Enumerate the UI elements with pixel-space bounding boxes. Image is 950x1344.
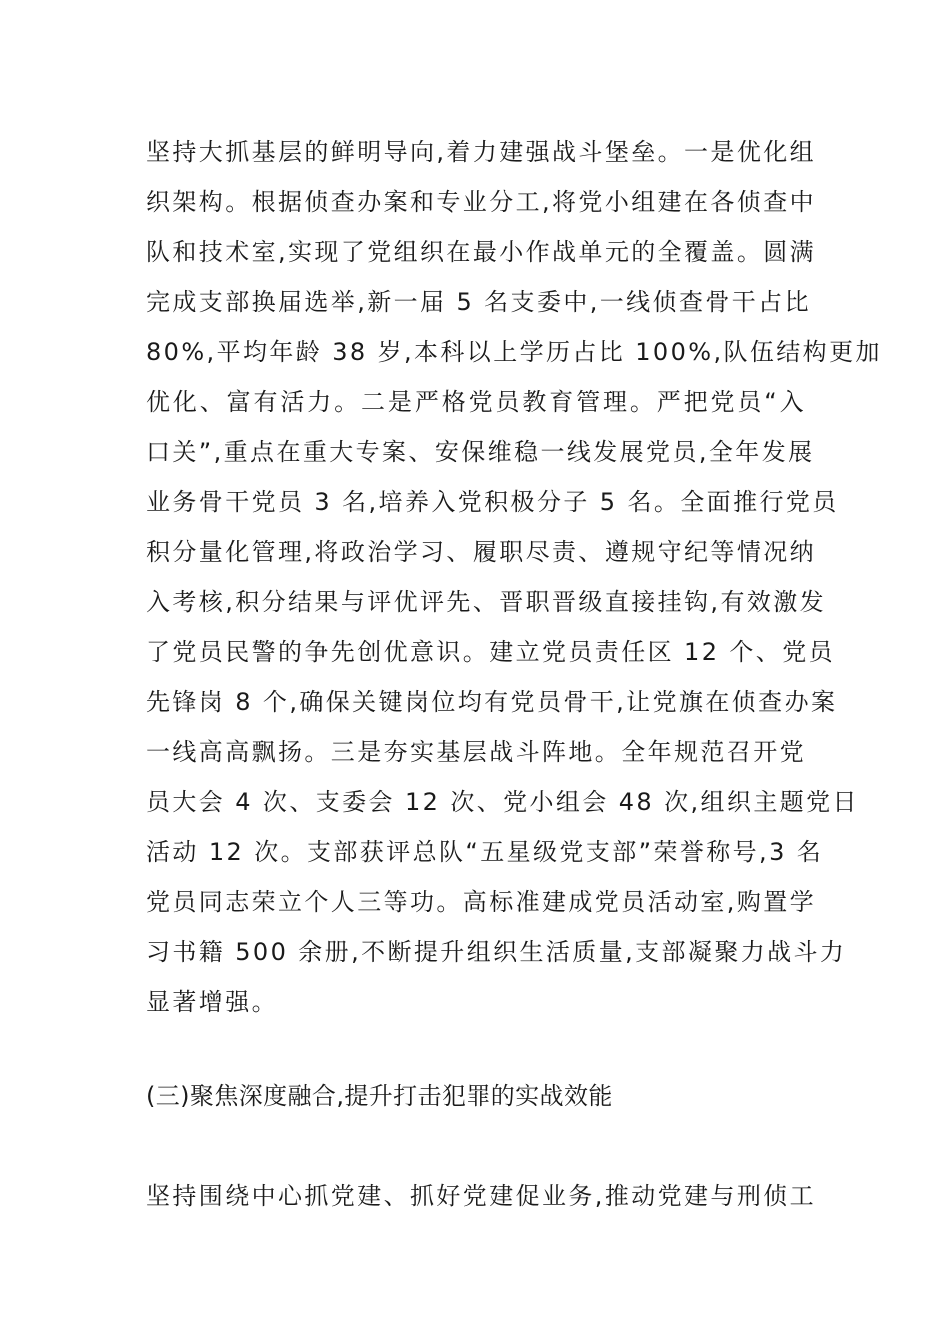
- paragraph-line: 积分量化管理,将政治学习、履职尽责、遵规守纪等情况纳: [146, 538, 817, 566]
- paragraph-line: 80%,平均年龄 38 岁,本科以上学历占比 100%,队伍结构更加: [146, 338, 882, 366]
- paragraph-line: 显著增强。: [146, 988, 278, 1016]
- paragraph-line: 坚持围绕中心抓党建、抓好党建促业务,推动党建与刑侦工: [146, 1182, 817, 1210]
- paragraph-line: 党员同志荣立个人三等功。高标准建成党员活动室,购置学: [146, 888, 817, 916]
- paragraph-line: 优化、富有活力。二是严格党员教育管理。严把党员“入: [146, 388, 806, 416]
- paragraph-line: 队和技术室,实现了党组织在最小作战单元的全覆盖。圆满: [146, 238, 817, 266]
- paragraph-line: 入考核,积分结果与评优评先、晋职晋级直接挂钩,有效激发: [146, 588, 827, 616]
- paragraph-line: 业务骨干党员 3 名,培养入党积极分子 5 名。全面推行党员: [146, 488, 839, 516]
- paragraph-line: 口关”,重点在重大专案、安保维稳一线发展党员,全年发展: [146, 438, 815, 466]
- paragraph-line: 一线高高飘扬。三是夯实基层战斗阵地。全年规范召开党: [146, 738, 806, 766]
- paragraph-line: 坚持大抓基层的鲜明导向,着力建强战斗堡垒。一是优化组: [146, 138, 817, 166]
- paragraph-line: 员大会 4 次、支委会 12 次、党小组会 48 次,组织主题党日: [146, 788, 859, 816]
- paragraph-line: 织架构。根据侦查办案和专业分工,将党小组建在各侦查中: [146, 188, 817, 216]
- paragraph-line: 活动 12 次。支部获评总队“五星级党支部”荣誉称号,3 名: [146, 838, 824, 866]
- paragraph-line: 了党员民警的争先创优意识。建立党员责任区 12 个、党员: [146, 638, 835, 666]
- paragraph-line: 先锋岗 8 个,确保关键岗位均有党员骨干,让党旗在侦查办案: [146, 688, 838, 716]
- section-heading: (三)聚焦深度融合,提升打击犯罪的实战效能: [146, 1082, 613, 1110]
- paragraph-line: 习书籍 500 余册,不断提升组织生活质量,支部凝聚力战斗力: [146, 938, 847, 966]
- paragraph-line: 完成支部换届选举,新一届 5 名支委中,一线侦查骨干占比: [146, 288, 811, 316]
